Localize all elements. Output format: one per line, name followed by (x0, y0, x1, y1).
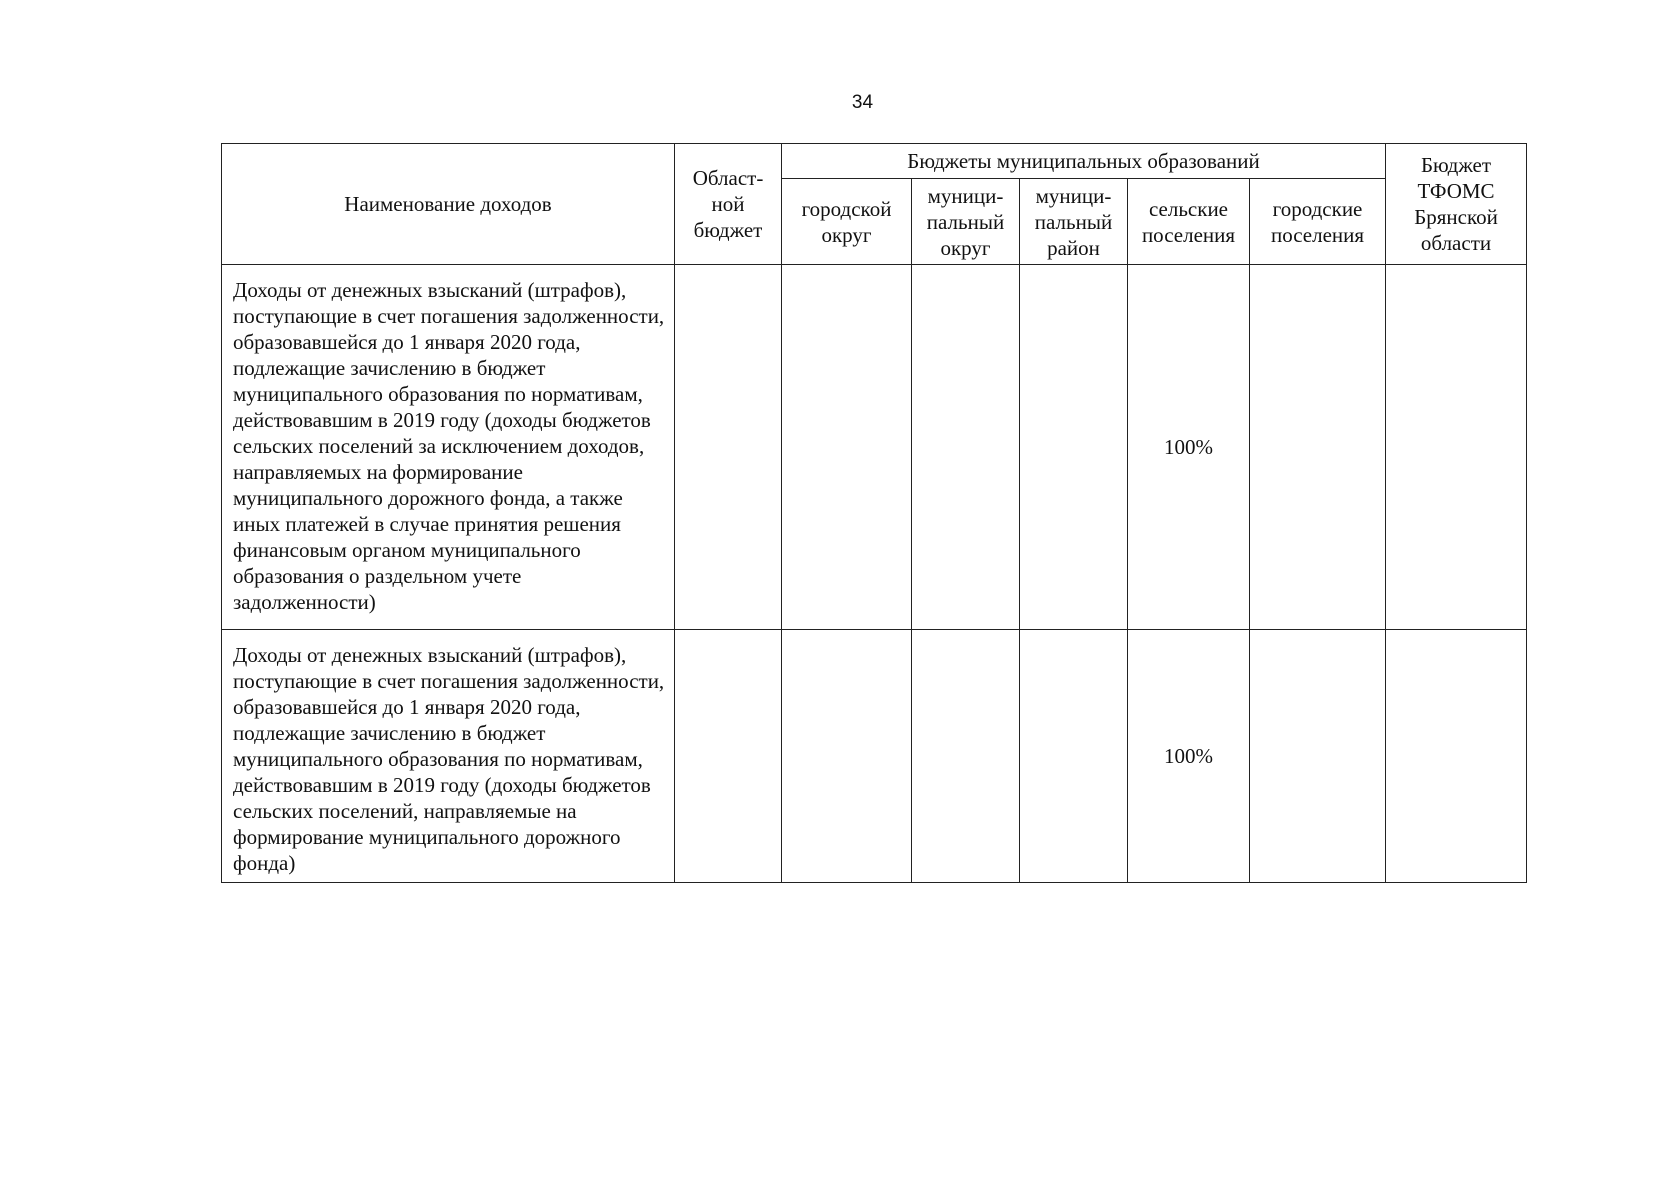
table-row (222, 630, 1527, 883)
urban-district-cell (782, 265, 912, 630)
header-municipal-district-label: муници- пальный округ (926, 183, 1005, 260)
tfoms-budget-cell (1386, 265, 1527, 630)
header-urban-settlements (1250, 179, 1386, 265)
municipal-district-cell (912, 265, 1020, 630)
header-municipal-area (1020, 179, 1128, 265)
urban-settlements-cell (1250, 630, 1386, 883)
income-name-cell: Доходы от денежных взысканий (штрафов), поступающие в счет погашения задолженности, образовавшейся до 1 января 2020 года, подлежащие зачислению в бюджет муниципального образования по нормативам, действовавшим в 2019 году (доходы бюджетов сельских поселений, направляемые на формирование муниципального дорожного фонда) (222, 630, 675, 883)
header-municipal-budgets (782, 144, 1386, 179)
table-header (222, 144, 1527, 265)
header-urban-district (782, 179, 912, 265)
header-income-name-label: Наименование доходов (344, 192, 552, 216)
municipal-area-cell (1020, 630, 1128, 883)
municipal-area-cell (1020, 265, 1128, 630)
header-tfoms-budget (1386, 144, 1527, 265)
regional-budget-cell (675, 265, 782, 630)
header-regional-budget (675, 144, 782, 265)
header-municipal-budgets-label: Бюджеты муниципальных образований (907, 149, 1260, 173)
header-urban-district-label: городской округ (801, 196, 892, 247)
income-name-cell: Доходы от денежных взысканий (штрафов), поступающие в счет погашения задолженности, образовавшейся до 1 января 2020 года, подлежащие зачислению в бюджет муниципального образования по нормативам, действовавшим в 2019 году (доходы бюджетов сельских поселений за исключением доходов, направляемых на формирование муниципального дорожного фонда, а также иных платежей в случае принятия решения финансовым органом муниципального образования о раздельном учете задолженности) (222, 265, 675, 630)
urban-district-cell (782, 630, 912, 883)
urban-settlements-cell (1250, 265, 1386, 630)
municipal-district-cell (912, 630, 1020, 883)
page-number: 34 (851, 92, 874, 113)
table-body (222, 265, 1527, 883)
header-municipal-district (912, 179, 1020, 265)
regional-budget-cell (675, 630, 782, 883)
income-distribution-table (221, 143, 1527, 883)
header-urban-settlements-label: городские поселения (1270, 196, 1365, 247)
header-rural-settlements (1128, 179, 1250, 265)
rural-settlements-cell: 100% (1128, 630, 1250, 883)
header-tfoms-budget-label: Бюджет ТФОМС Брянской области (1414, 153, 1498, 255)
tfoms-budget-cell (1386, 630, 1527, 883)
header-regional-budget-label: Област- ной бюджет (692, 166, 764, 242)
header-rural-settlements-label: сельские поселения (1141, 196, 1236, 247)
header-income-name (222, 144, 675, 265)
table-row (222, 265, 1527, 630)
header-municipal-area-label: муници- пальный район (1034, 183, 1113, 260)
rural-settlements-cell: 100% (1128, 265, 1250, 630)
